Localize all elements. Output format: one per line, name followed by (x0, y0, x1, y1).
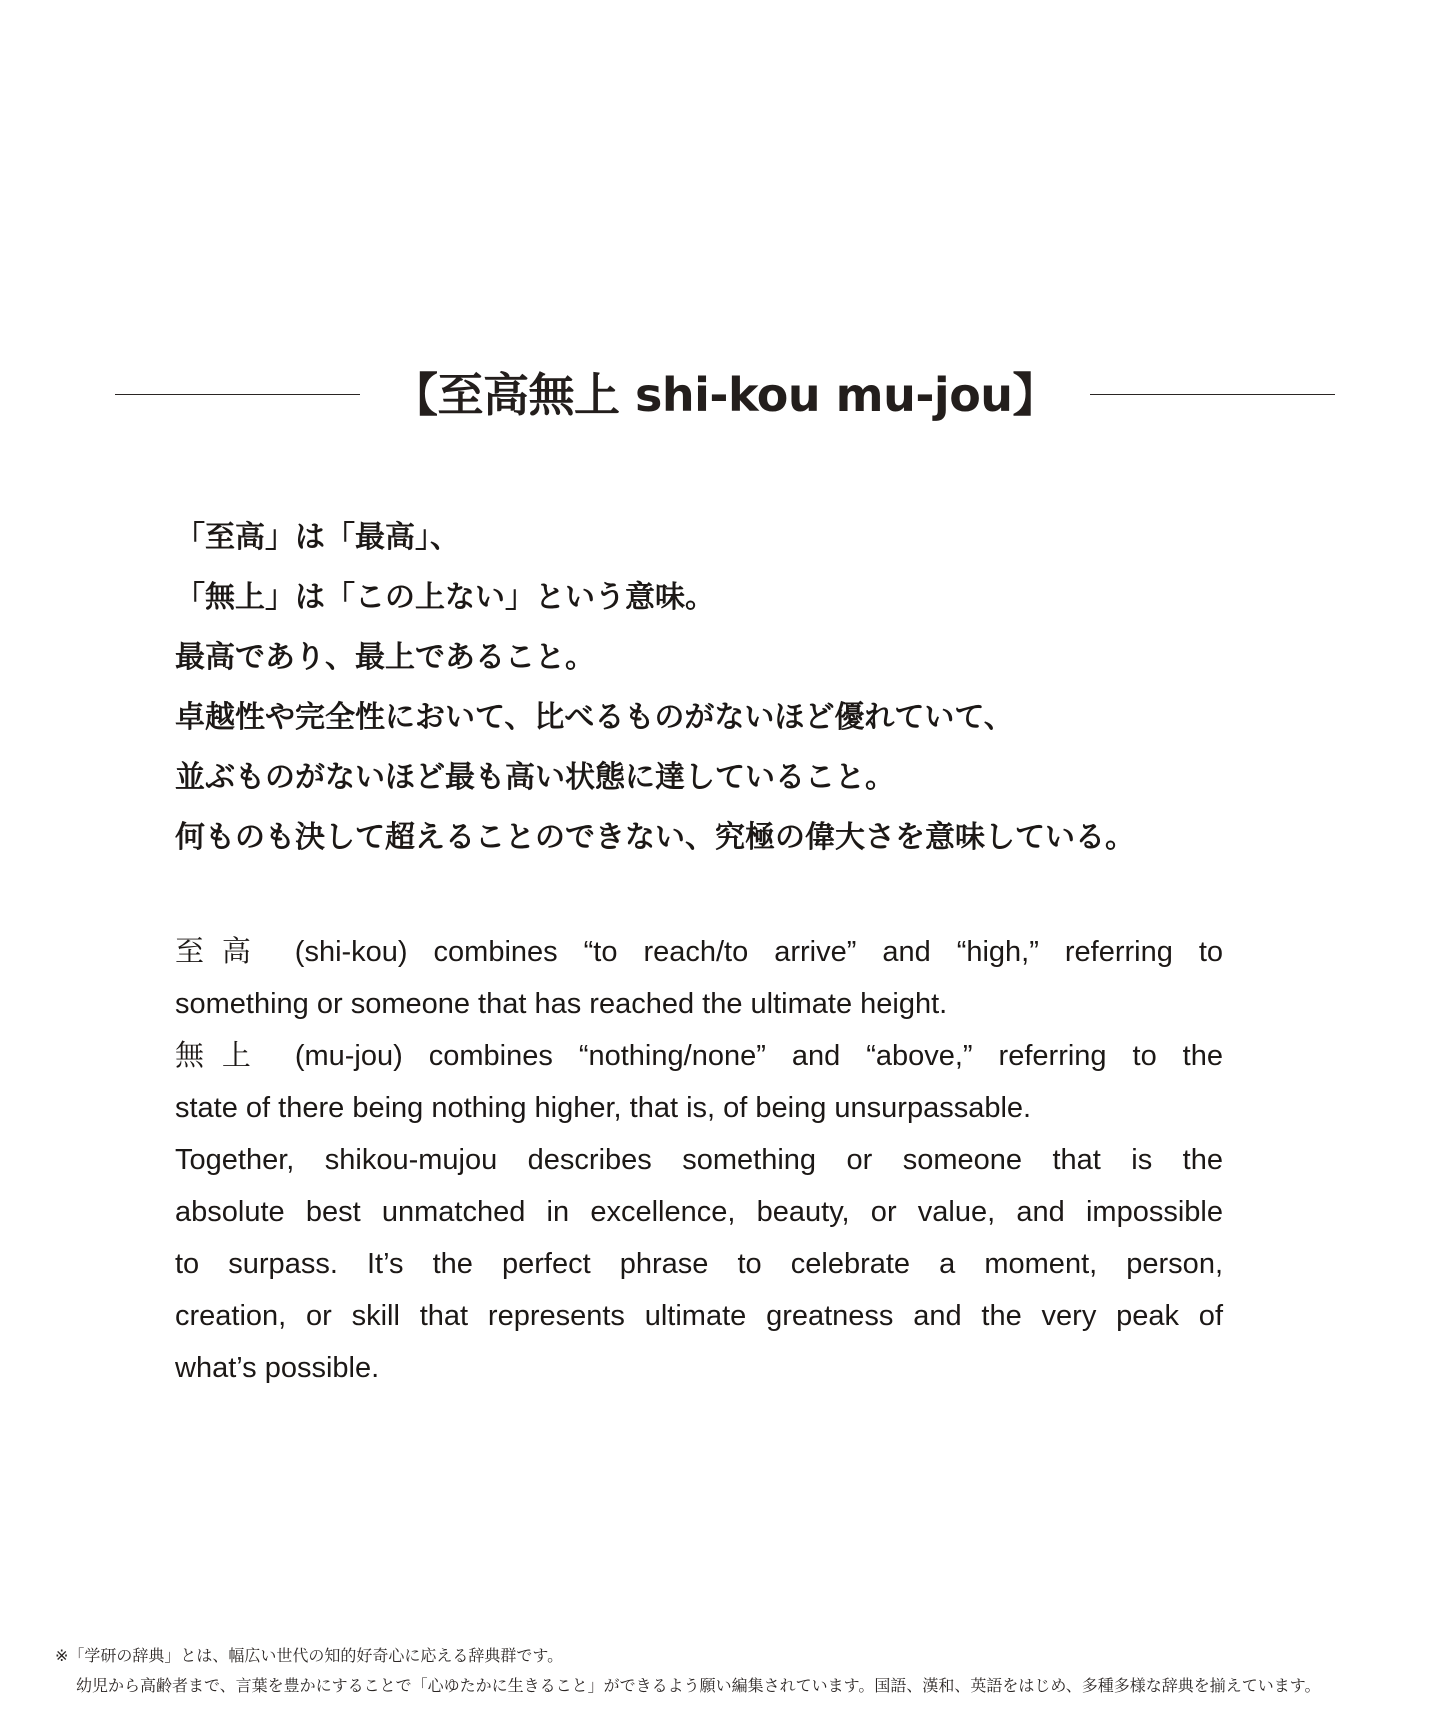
japanese-line: 「至高」は「最高」、 (175, 520, 460, 555)
english-line: something or someone that has reached the ultimate height. (175, 988, 948, 1020)
page-title: 【至高無上 shi-kou mu-jou】 (391, 368, 1059, 422)
japanese-definition (175, 508, 1275, 868)
japanese-line: 最高であり、最上であること。 (175, 640, 595, 675)
english-line: what’s possible. (175, 1352, 380, 1384)
english-line: Together, shikou-mujou describes something or someone that is the (175, 1144, 1223, 1176)
footnote (55, 1641, 1435, 1701)
japanese-line: 何ものも決して超えることのできない、究極の偉大さを意味している。 (175, 820, 1135, 855)
japanese-line: 「無上」は「この上ない」という意味。 (175, 580, 715, 615)
english-line: to surpass. It’s the perfect phrase to celebrate a moment, person, (175, 1248, 1223, 1280)
english-line: creation, or skill that represents ultimate greatness and the very peak of (175, 1300, 1223, 1332)
title-rule-left (115, 394, 360, 395)
footnote-line-1: ※「学研の辞典」とは、幅広い世代の知的好奇心に応える辞典群です。 (55, 1646, 564, 1665)
japanese-line: 並ぶものがないほど最も高い状態に達していること。 (175, 760, 895, 795)
english-definition (175, 926, 1223, 1394)
footnote-line-2: 幼児から高齢者まで、言葉を豊かにすることで「心ゆたかに生きること」ができるよう願い編集されています。国語、漢和、英語をはじめ、多種多様な辞典を揃えています。 (76, 1676, 1321, 1695)
english-line: state of there being nothing higher, that is, of being unsurpassable. (175, 1092, 1032, 1124)
title-rule-right (1090, 394, 1335, 395)
title-row (0, 360, 1445, 430)
japanese-line: 卓越性や完全性において、比べるものがないほど優れていて、 (175, 700, 1014, 735)
english-line: 無上 (mu-jou) combines “nothing/none” and “above,” referring to the (175, 1040, 1223, 1072)
english-line: absolute best unmatched in excellence, beauty, or value, and impossible (175, 1196, 1223, 1228)
english-line: 至高 (shi-kou) combines “to reach/to arrive” and “high,” referring to (175, 936, 1223, 968)
